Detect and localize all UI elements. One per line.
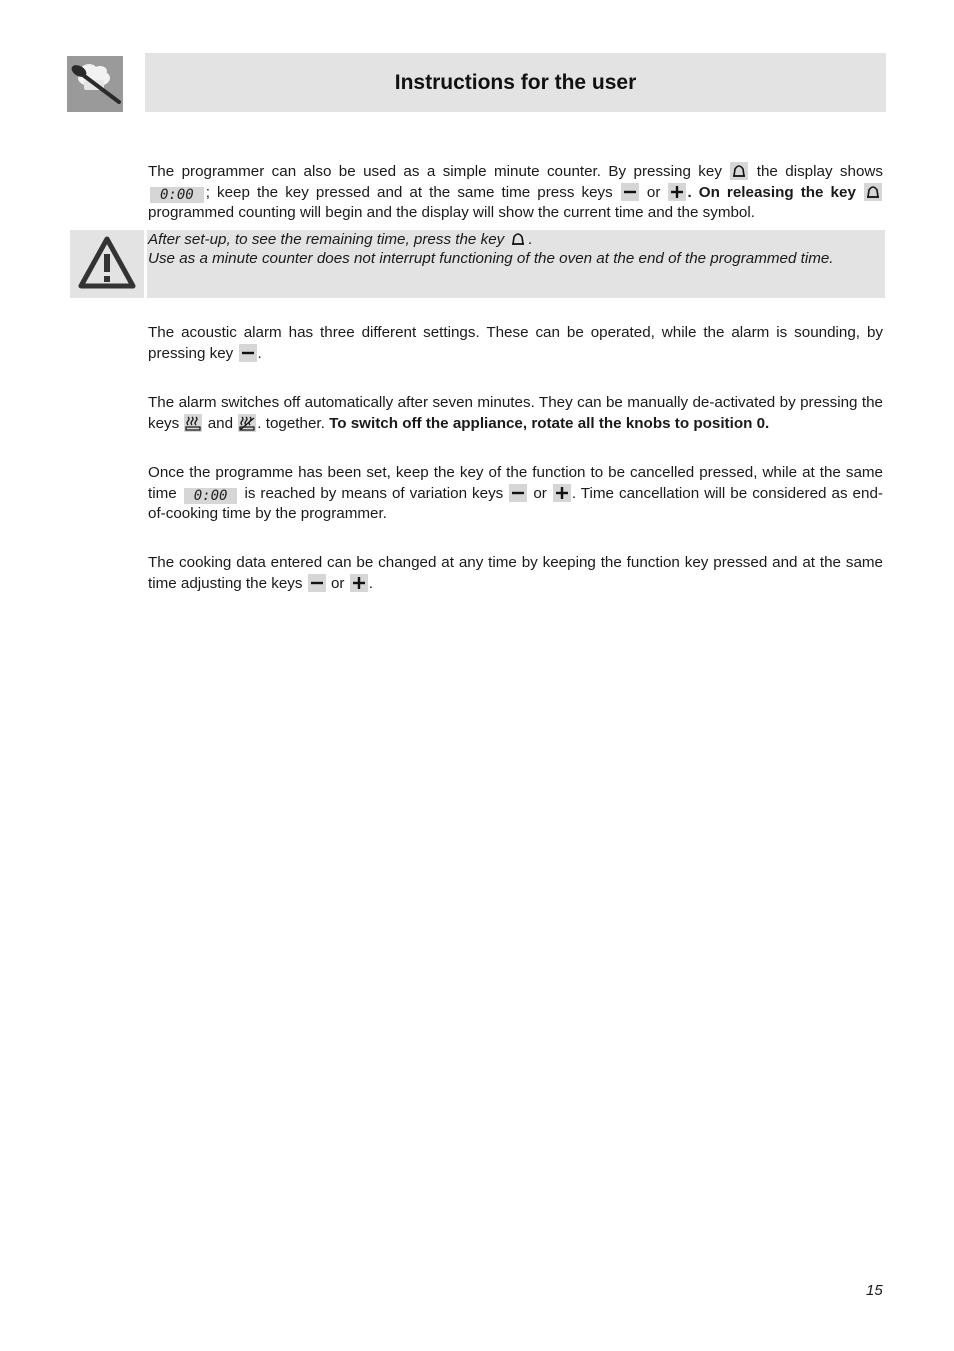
minus-icon: [509, 484, 527, 502]
page-number: 15: [866, 1282, 883, 1299]
text: Use as a minute counter does not interrupt functioning of the oven at the end of the programmed time.: [148, 250, 834, 267]
text: After set-up, to see the remaining time, press the key: [148, 231, 505, 248]
text: ; keep the key pressed and at the same time press keys: [205, 183, 613, 201]
text: or: [646, 183, 661, 201]
text: .: [257, 344, 262, 362]
text: . together.: [257, 414, 325, 432]
bell-icon: [509, 230, 527, 248]
text: is reached by means of variation keys: [244, 484, 504, 502]
logo-icon: [67, 56, 123, 112]
text: The acoustic alarm has three different settings. These can be operated, while the alarm is sounding, by pressing key: [148, 324, 883, 362]
display-readout: 0:00: [150, 187, 204, 203]
bell-icon: [730, 162, 748, 180]
fan-grill-function-icon: [238, 414, 256, 432]
header-bar: [145, 53, 886, 112]
text: .: [368, 574, 373, 592]
minus-icon: [308, 574, 326, 592]
text: and: [207, 414, 234, 432]
text: .: [528, 231, 533, 248]
grill-function-icon: [184, 414, 202, 432]
warning-icon: [70, 230, 144, 298]
plus-icon: [668, 183, 686, 201]
page-title: Instructions for the user: [394, 70, 637, 94]
text: . Time cancellation will be considered as end-of-cooking time by the programmer.: [148, 484, 883, 522]
plus-icon: [553, 484, 571, 502]
text: The programmer can also be used as a simple minute counter. By pressing key: [148, 163, 722, 180]
paragraph-minute-counter: [148, 162, 883, 224]
minus-icon: [621, 183, 639, 201]
text: The cooking data entered can be changed at any time by keeping the function key pressed and at the same time adjusting the keys: [148, 554, 883, 592]
text: the display shows: [756, 163, 883, 180]
paragraph-acoustic-alarm: [148, 323, 883, 364]
warning-text: [148, 230, 883, 268]
text: or: [533, 484, 547, 502]
text: Once the programme has been set, keep the key of the function to be cancelled pressed, while at the same time: [148, 464, 883, 502]
paragraph-cancel-function: [148, 463, 883, 525]
text: . On releasing the key: [687, 183, 856, 201]
bell-icon: [864, 183, 882, 201]
minus-icon: [239, 344, 257, 362]
text: To switch off the appliance, rotate all the knobs to position 0.: [329, 414, 770, 432]
text: or: [330, 574, 345, 592]
text: The alarm switches off automatically after seven minutes. They can be manually de-activated by pressing the keys: [148, 394, 883, 432]
paragraph-change-data: [148, 553, 883, 594]
plus-icon: [350, 574, 368, 592]
display-readout: 0:00: [184, 488, 238, 504]
paragraph-alarm-off: [148, 393, 883, 434]
text: programmed counting will begin and the display will show the current time and the symbol.: [148, 204, 755, 221]
